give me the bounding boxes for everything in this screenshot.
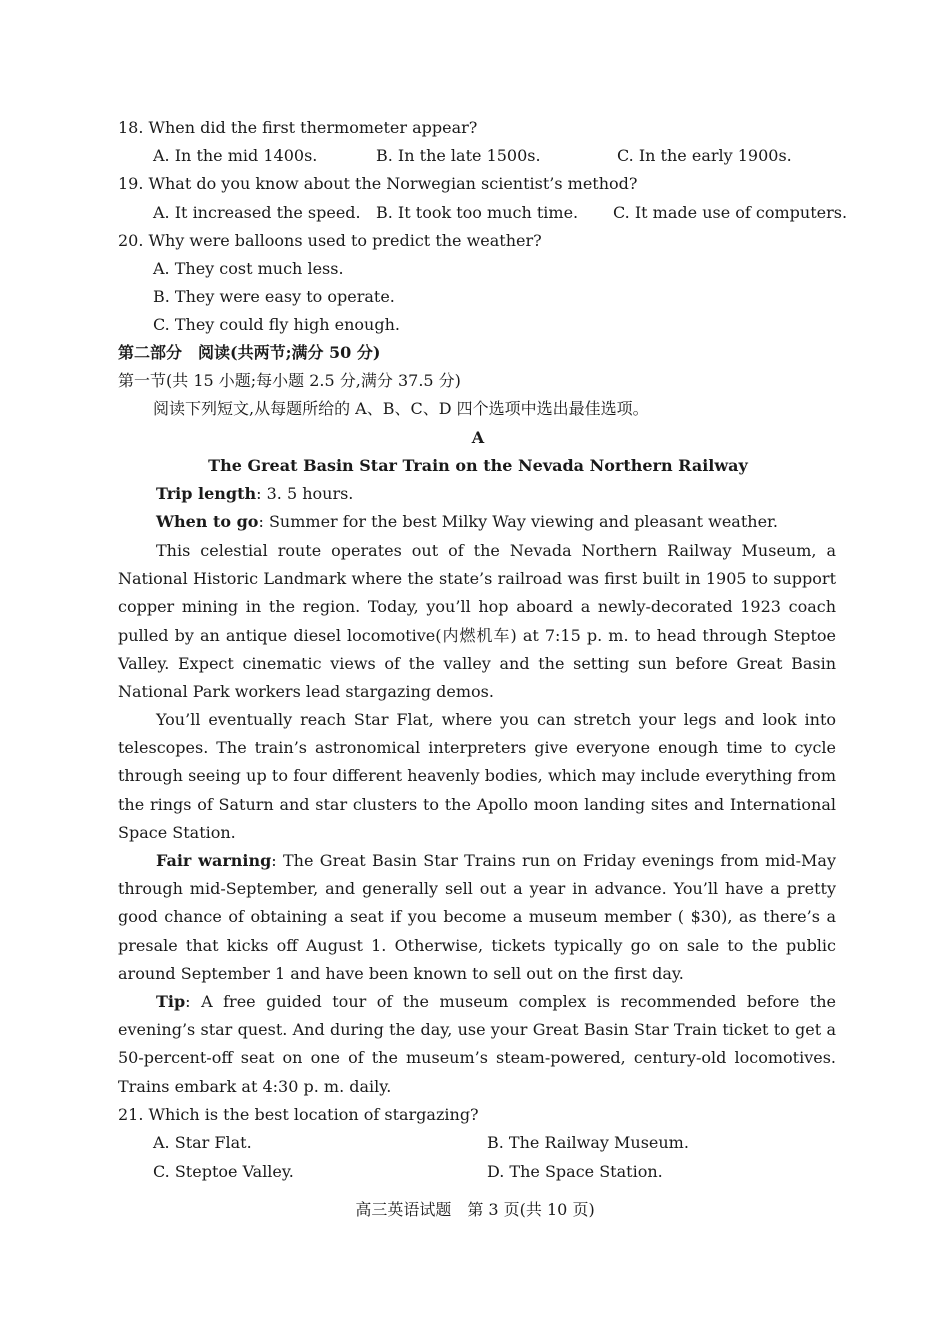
q19-option-a: A. It increased the speed. [153, 203, 361, 222]
q21-option-c: C. Steptoe Valley. [153, 1162, 294, 1181]
q20-option-c: C. They could fly high enough. [153, 315, 400, 334]
q20-option-b: B. They were easy to operate. [153, 287, 395, 306]
instruction: 阅读下列短文,从每题所给的 A、B、C、D 四个选项中选出最佳选项。 [153, 399, 649, 418]
trip-length-label: Trip length [156, 484, 257, 503]
q19-option-b: B. It took too much time. [376, 203, 579, 222]
fair-warning-text: : The Great Basin Star Trains run on Friday evenings from mid-May through mid-September, and generally sell out a year in advance. You’ll have a pretty good chance of obtaining a seat if you become a museum member ( $30), as there’s a presale that kicks off August 1. Otherwise, tickets typically go on sale to the public around September 1 and have been known to sell out on the first day. [118, 851, 836, 983]
tip-label: Tip [156, 992, 186, 1011]
trip-length [156, 480, 353, 508]
when-to-go-value: : Summer for the best Milky Way viewing and pleasant weather. [258, 512, 779, 531]
passage-paragraph-2: You’ll eventually reach Star Flat, where you can stretch your legs and look into telescopes. The train’s astronomical interpreters give everyone enough time to cycle through seeing up to four different heavenly bodies, which may include everything from the rings of Saturn and star clusters to the Apollo moon landing sites and International Space Station. [118, 710, 836, 842]
q21-option-d: D. The Space Station. [487, 1162, 663, 1181]
q21-stem: 21. Which is the best location of stargazing? [118, 1105, 479, 1124]
fair-warning-paragraph [118, 847, 836, 988]
q18-stem: 18. When did the first thermometer appear? [118, 118, 478, 137]
passage-paragraph-1: This celestial route operates out of the Nevada Northern Railway Museum, a National Historic Landmark where the state’s railroad was first built in 1905 to support copper mining in the region. Today, you’ll hop aboard a newly-decorated 1923 coach pulled by an antique diesel locomotive(内燃机车) at 7:15 p. m. to head through Steptoe Valley. Expect cinematic views of the valley and the setting sun before Great Basin National Park workers lead stargazing demos. [118, 541, 836, 702]
q19-option-c: C. It made use of computers. [613, 203, 848, 222]
q20-stem: 20. Why were balloons used to predict the weather? [118, 231, 542, 250]
subsection-title: 第一节(共 15 小题;每小题 2.5 分,满分 37.5 分) [118, 371, 461, 390]
passage-title: The Great Basin Star Train on the Nevada Northern Railway [208, 456, 748, 475]
q18-option-a: A. In the mid 1400s. [153, 146, 318, 165]
q18-option-c: C. In the early 1900s. [617, 146, 792, 165]
when-to-go [156, 508, 778, 536]
trip-length-value: : 3. 5 hours. [256, 484, 354, 503]
fair-warning-label: Fair warning [156, 851, 272, 870]
tip-paragraph [118, 988, 836, 1101]
q21-option-a: A. Star Flat. [153, 1133, 252, 1152]
q19-stem: 19. What do you know about the Norwegian scientist’s method? [118, 174, 638, 193]
q21-option-b: B. The Railway Museum. [487, 1133, 689, 1152]
when-to-go-label: When to go [156, 512, 259, 531]
part-title: 第二部分 阅读(共两节;满分 50 分) [118, 343, 381, 362]
q18-option-b: B. In the late 1500s. [376, 146, 541, 165]
passage-letter: A [471, 428, 485, 447]
tip-text: : A free guided tour of the museum complex is recommended before the evening’s star quest. And during the day, use your Great Basin Star Train ticket to get a 50-percent-off seat on one of the museum’s steam-powered, century-old locomotives. Trains embark at 4:30 p. m. daily. [118, 992, 836, 1096]
page-footer: 高三英语试题 第 3 页(共 10 页) [355, 1200, 595, 1219]
q20-option-a: A. They cost much less. [153, 259, 344, 278]
